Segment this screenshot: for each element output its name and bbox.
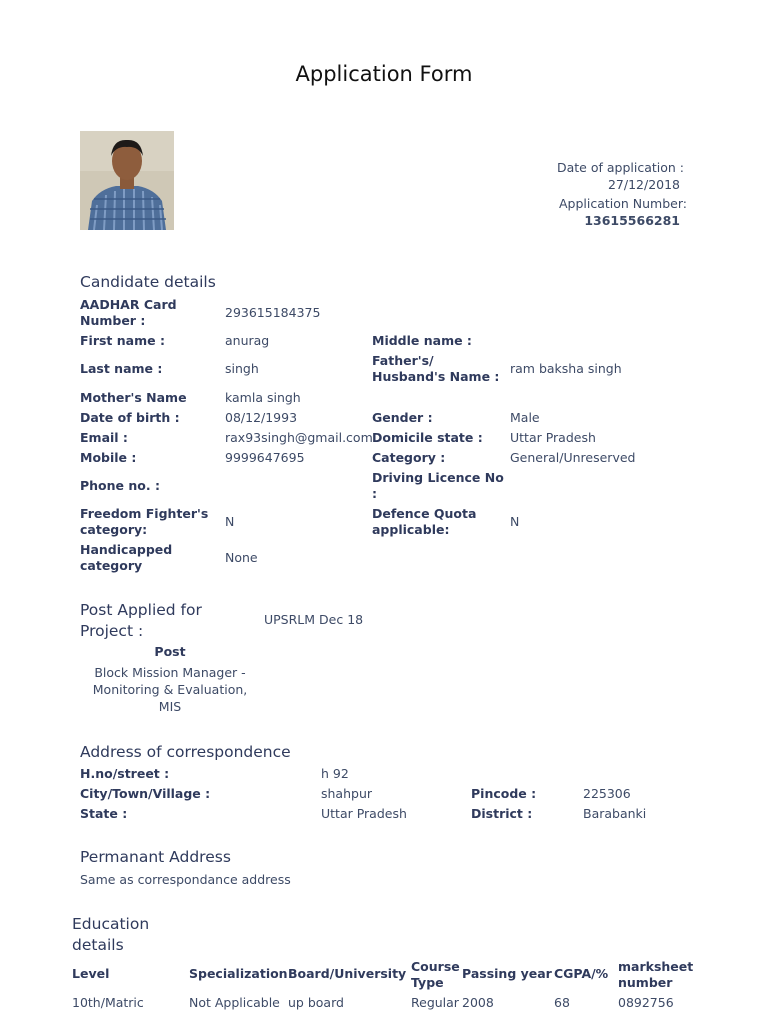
state-value: Uttar Pradesh — [321, 806, 407, 821]
application-date-value: 27/12/2018 — [607, 177, 680, 192]
email-label: Email : — [80, 430, 128, 445]
domicile-label: Domicile state : — [372, 430, 483, 445]
phone-label: Phone no. : — [80, 478, 160, 493]
email-value: rax93singh@gmail.com — [225, 430, 373, 445]
city-value: shahpur — [321, 786, 373, 801]
education-row-course-type: Regular — [411, 995, 459, 1010]
mobile-label: Mobile : — [80, 450, 137, 465]
education-header-specialization: Specialization — [189, 966, 288, 981]
education-row-marksheet: 0892756 — [618, 995, 674, 1010]
mother-name-value: kamla singh — [225, 390, 301, 405]
page-title: Application Form — [295, 62, 473, 86]
mother-name-label: Mother's Name — [80, 390, 187, 405]
defence-quota-value: N — [510, 514, 520, 529]
application-number-label: Application Number: — [558, 196, 687, 211]
gender-label: Gender : — [372, 410, 433, 425]
gender-value: Male — [510, 410, 540, 425]
defence-quota-label: Defence Quota applicable: — [372, 506, 477, 537]
driving-licence-label: Driving Licence No : — [372, 470, 504, 501]
father-name-value: ram baksha singh — [510, 361, 622, 376]
father-name-label: Father's/ Husband's Name : — [372, 353, 500, 384]
handicapped-label: Handicapped category — [80, 542, 173, 573]
freedom-fighter-label: Freedom Fighter's category: — [80, 506, 209, 537]
category-label: Category : — [372, 450, 446, 465]
first-name-value: anurag — [225, 333, 270, 348]
hno-value: h 92 — [321, 766, 349, 781]
last-name-label: Last name : — [80, 361, 163, 376]
last-name-value: singh — [225, 361, 259, 376]
mobile-value: 9999647695 — [225, 450, 305, 465]
education-row-board: up board — [288, 995, 344, 1010]
dob-label: Date of birth : — [80, 410, 180, 425]
handicapped-value: None — [225, 550, 258, 565]
aadhar-label: AADHAR Card Number : — [80, 297, 177, 328]
state-label: State : — [80, 806, 128, 821]
hno-label: H.no/street : — [80, 766, 170, 781]
post-label: Post — [154, 644, 186, 659]
district-label: District : — [471, 806, 533, 821]
permanent-address-value: Same as correspondance address — [80, 872, 291, 887]
post-value: Block Mission Manager - Monitoring & Evaluation, MIS — [92, 665, 248, 714]
domicile-value: Uttar Pradesh — [510, 430, 596, 445]
education-header-course-type: Course Type — [411, 959, 460, 990]
freedom-fighter-value: N — [225, 514, 235, 529]
middle-name-label: Middle name : — [372, 333, 472, 348]
first-name-label: First name : — [80, 333, 165, 348]
education-header-marksheet: marksheet number — [618, 959, 694, 990]
project-value: UPSRLM Dec 18 — [264, 612, 364, 627]
person-photo-icon — [80, 131, 174, 230]
application-number-value: 13615566281 — [584, 213, 680, 228]
correspondence-address-heading: Address of correspondence — [80, 743, 291, 761]
education-header-cgpa: CGPA/% — [554, 966, 609, 981]
education-row-level: 10th/Matric — [72, 995, 144, 1010]
application-date-label: Date of application : — [556, 160, 684, 175]
category-value: General/Unreserved — [510, 450, 636, 465]
candidate-details-heading: Candidate details — [80, 273, 216, 291]
permanent-address-heading: Permanant Address — [80, 848, 231, 866]
city-label: City/Town/Village : — [80, 786, 211, 801]
pincode-label: Pincode : — [471, 786, 537, 801]
candidate-photo — [80, 131, 174, 230]
education-row-specialization: Not Applicable — [189, 995, 280, 1010]
education-header-passing-year: Passing year — [462, 966, 552, 981]
education-row-passing-year: 2008 — [462, 995, 494, 1010]
post-applied-heading: Post Applied for Project : — [80, 601, 202, 640]
education-details-heading: Education details — [72, 915, 150, 954]
education-header-board: Board/University — [288, 966, 407, 981]
aadhar-value: 293615184375 — [225, 305, 321, 320]
education-header-level: Level — [72, 966, 110, 981]
education-row-cgpa: 68 — [554, 995, 570, 1010]
pincode-value: 225306 — [583, 786, 631, 801]
district-value: Barabanki — [583, 806, 647, 821]
dob-value: 08/12/1993 — [225, 410, 298, 425]
